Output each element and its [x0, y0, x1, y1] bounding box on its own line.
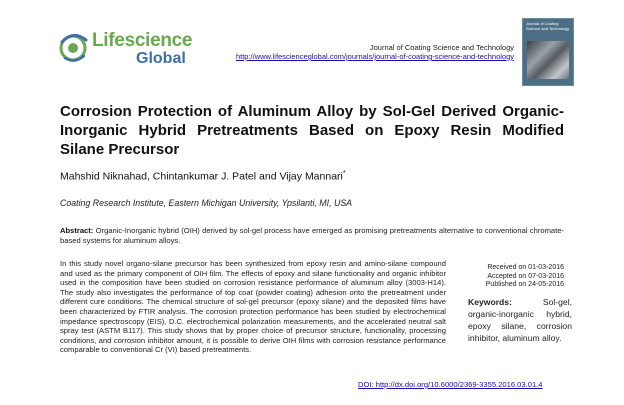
publication-dates — [460, 264, 564, 290]
doi-link[interactable]: DOI: http://dx.doi.org/10.6000/2369-3355.2016.03.01.4 — [358, 380, 543, 389]
author-list — [60, 170, 346, 183]
corresponding-author-mark: * — [342, 170, 346, 177]
journal-url-link[interactable]: http://www.lifescienceglobal.com/journals/journal-of-coating-science-and-technology — [235, 52, 514, 61]
journal-name: Journal of Coating Science and Technology — [369, 43, 514, 52]
logo-word-global: Global — [136, 50, 186, 67]
abstract-label: Abstract: — [60, 226, 94, 235]
keywords-label: Keywords: — [468, 297, 512, 307]
received-date: Received on 01-03-2016 — [487, 264, 564, 271]
accepted-date: Accepted on 07-03-2016 — [487, 272, 564, 280]
keywords — [468, 296, 572, 344]
published-date: Published on 24-05-2016 — [485, 281, 564, 289]
abstract-body-paragraph: In this study novel organo-silane precursor has been synthesized from epoxy resin and amino-silane compound and used as the primary component of OIH film. The effects of epoxy and silane functionality and organic inhibitor used in the composition have been studied on corrosion resistance performance of aluminum alloy (3003-H14). The study also investigates the performance of top coat (powder coating) adhesion onto the pretreatment under different cure conditions. The chemical structure of sol-gel precursor (epoxy silane) and the deposited films have been characterized by FTIR analysis. The corrosion protection performance has been studied by electrochemical impedance spectroscopy (EIS), D.C. electrochemical polarization measurements, and the accelerated neutral salt spray test (ASTM B117). This study shows that by proper choice of precursor structure, functionality, processing conditions, and corrosion inhibitor amount, it is possible to derive OIH films with corrosion resistance performance comparable to conventional Cr (VI) based pretreatments. — [60, 259, 446, 355]
author-names: Mahshid Niknahad, Chintankumar J. Patel and Vijay Mannari — [60, 170, 343, 183]
keywords-text: Sol-gel, organic-inorganic hybrid, epoxy silane, corrosion inhibitor, aluminum alloy. — [468, 297, 572, 343]
cover-title: Journal of Coating Science and Technology — [526, 21, 570, 31]
article-title: Corrosion Protection of Aluminum Alloy by Sol-Gel Derived Organic-Inorganic Hybrid Pretreatments Based on Epoxy Resin Modified Silane Precursor — [60, 103, 564, 158]
affiliation: Coating Research Institute, Eastern Michigan University, Ypsilanti, MI, USA — [60, 198, 353, 208]
lifescience-swirl-icon — [56, 28, 92, 66]
abstract — [60, 226, 564, 245]
abstract-text: Organic-Inorganic hybrid (OIH) derived by sol-gel process have emerged as promising pretreatments alternative to conventional chromate-based systems for aluminum alloys. — [60, 226, 564, 245]
publisher-logo[interactable] — [56, 26, 216, 70]
logo-word-lifescience: Lifescience — [92, 30, 193, 51]
cover-image — [527, 41, 569, 79]
journal-cover-thumbnail[interactable] — [522, 18, 574, 86]
